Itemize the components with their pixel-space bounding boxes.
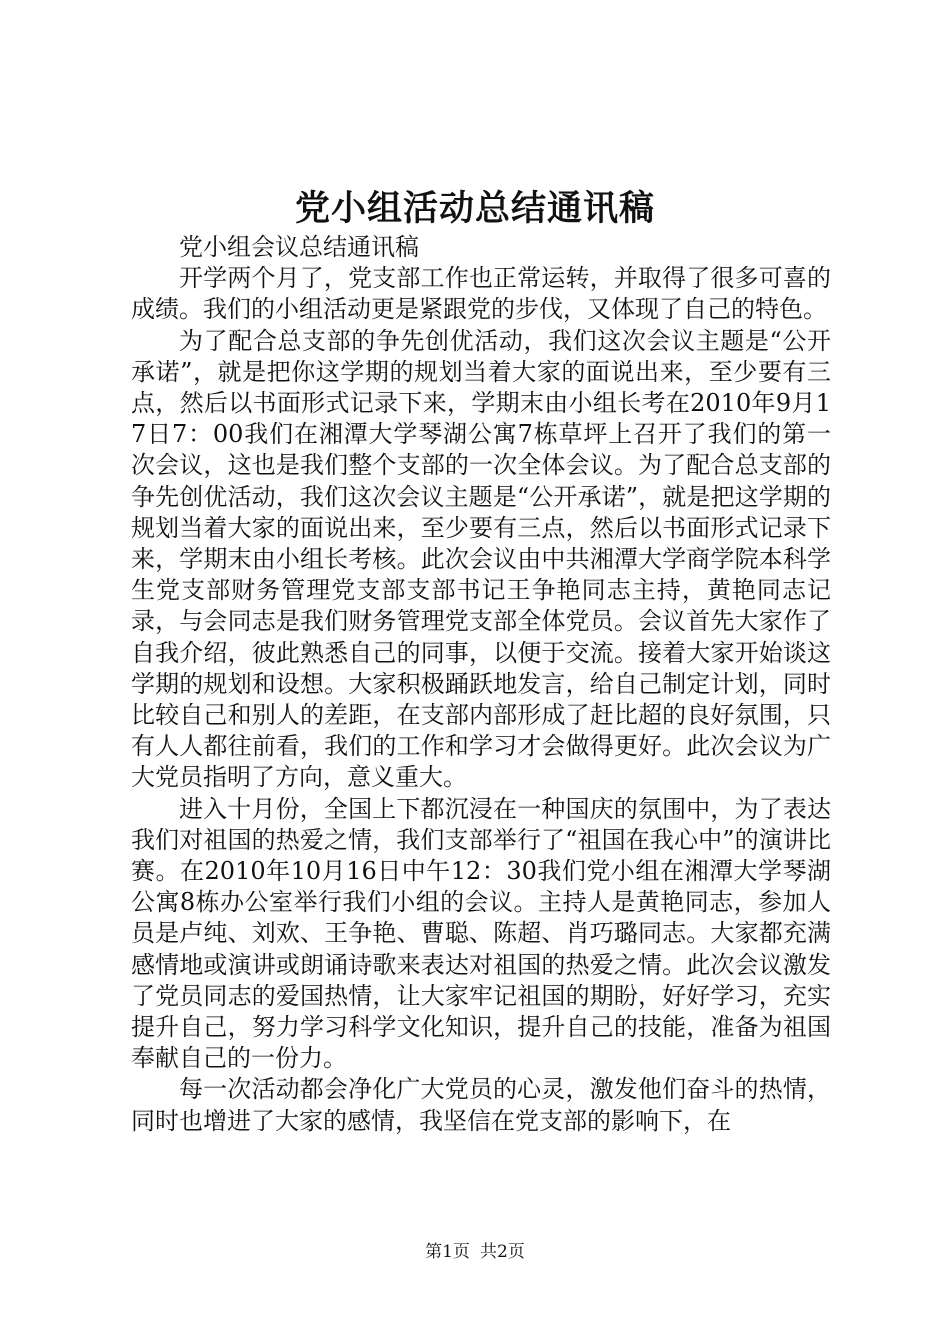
paragraph-october-meeting: 进入十月份，全国上下都沉浸在一种国庆的氛围中，为了表达我们对祖国的热爱之情，我们支部举行了“祖国在我心中”的演讲比赛。在2010年10月16日中午12：30我们党小组在湘潭大学琴湖公寓8栋办公室举行我们小组的会议。主持人是黄艳同志，参加人员是卢纯、刘欢、王争艳、曹聪、陈超、肖巧璐同志。大家都充满感情地或演讲或朗诵诗歌来表达对祖国的热爱之情。此次会议激发了党员同志的爱国热情，让大家牢记祖国的期盼，好好学习，充实提升自己，努力学习科学文化知识，提升自己的技能，准备为祖国奉献自己的一份力。 (131, 794, 831, 1073)
paragraph-intro: 开学两个月了，党支部工作也正常运转，并取得了很多可喜的成绩。我们的小组活动更是紧跟党的步伐，又体现了自己的特色。 (131, 264, 831, 324)
paragraph-subtitle: 党小组会议总结通讯稿 (179, 233, 419, 261)
page-number-total: 共2页 (480, 1242, 525, 1262)
document-title: 党小组活动总结通讯稿 (294, 188, 655, 229)
paragraph-closing: 每一次活动都会净化广大党员的心灵，激发他们奋斗的热情，同时也增进了大家的感情，我坚信在党支部的影响下，在 (131, 1075, 831, 1135)
document-body (131, 232, 831, 1137)
paragraph-first-meeting: 为了配合总支部的争先创优活动，我们这次会议主题是“公开承诺”，就是把你这学期的规划当着大家的面说出来，至少要有三点，然后以书面形式记录下来，学期末由小组长考在2010年9月17日7：00我们在湘潭大学琴湖公寓7栋草坪上召开了我们的第一次会议，这也是我们整个支部的一次全体会议。为了配合总支部的争先创优活动，我们这次会议主题是“公开承诺”，就是把这学期的规划当着大家的面说出来，至少要有三点，然后以书面形式记录下来，学期末由小组长考核。此次会议由中共湘潭大学商学院本科学生党支部财务管理党支部支部书记王争艳同志主持，黄艳同志记录，与会同志是我们财务管理党支部全体党员。会议首先大家作了自我介绍，彼此熟悉自己的同事，以便于交流。接着大家开始谈这学期的规划和设想。大家积极踊跃地发言，给自己制定计划，同时比较自己和别人的差距，在支部内部形成了赶比超的良好氛围，只有人人都往前看，我们的工作和学习才会做得更好。此次会议为广大党员指明了方向，意义重大。 (131, 326, 831, 792)
page-number-current: 第1页 (425, 1242, 470, 1262)
page-footer (0, 1240, 950, 1264)
